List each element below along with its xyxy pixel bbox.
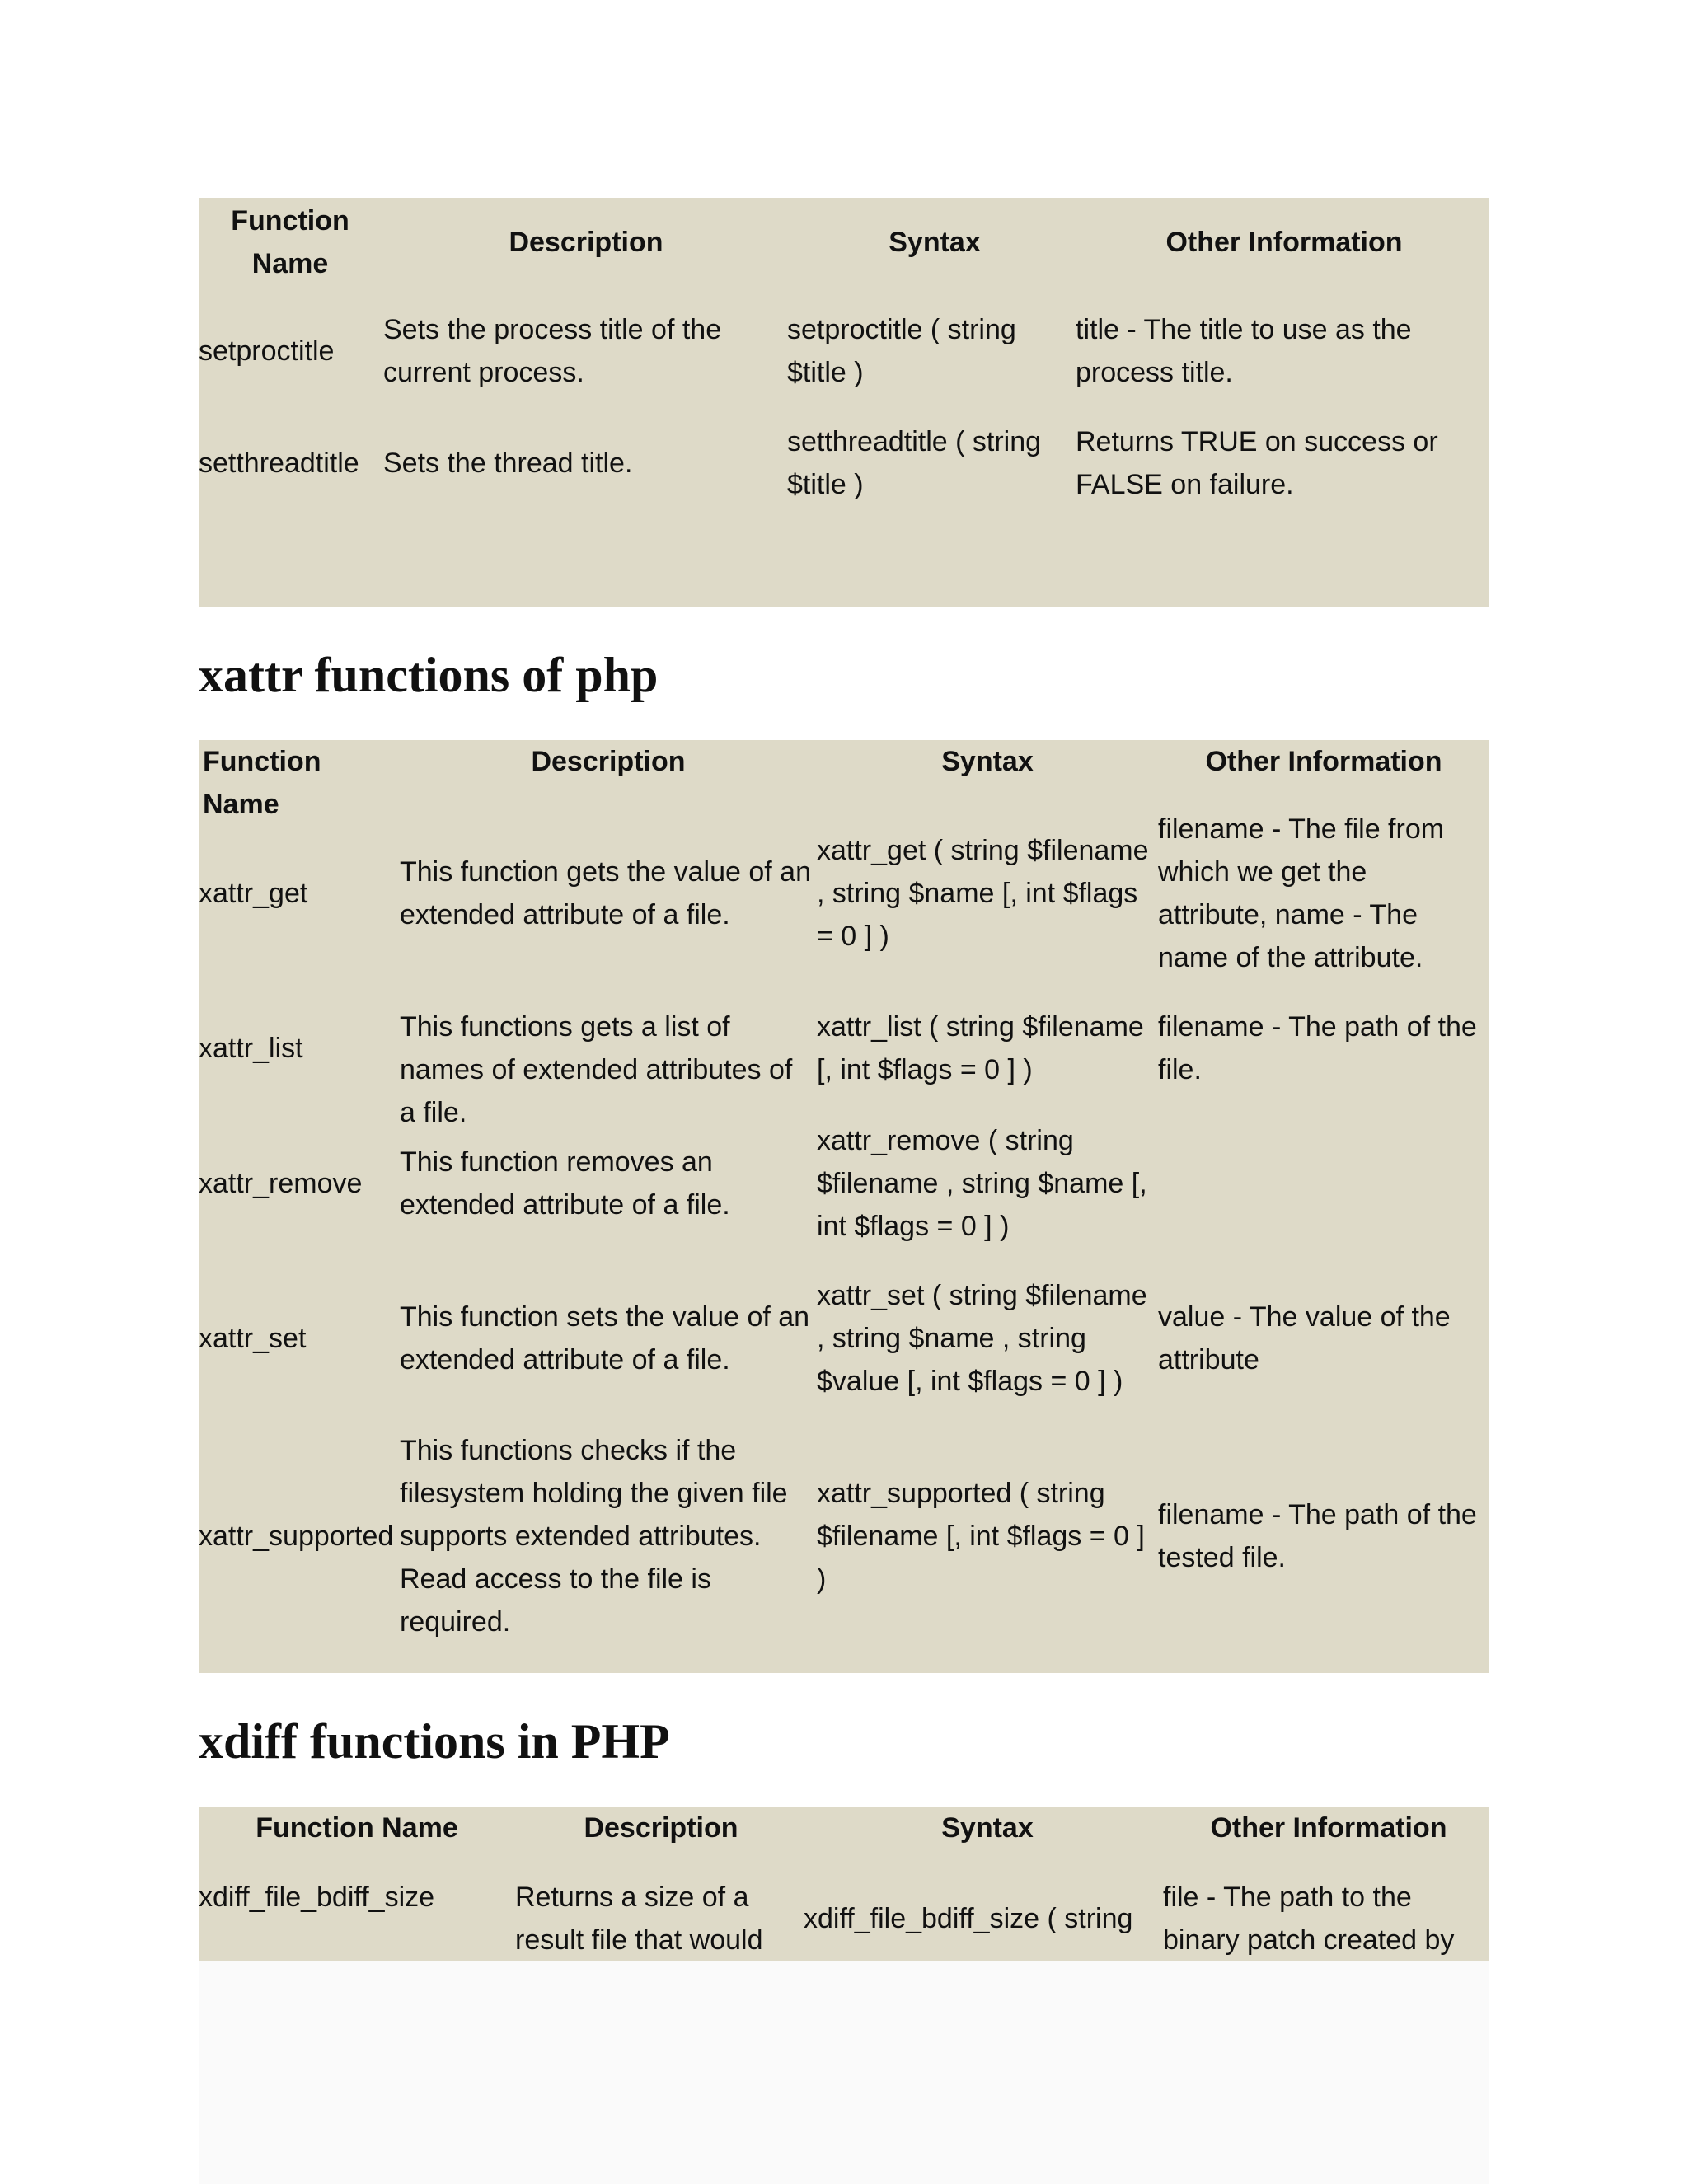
table-row-other-information: filename - The path of the tested file. (1158, 1499, 1477, 1573)
table-row-description: This function removes an extended attribute of a file. (400, 1146, 730, 1221)
section-heading-xdiff: xdiff functions in PHP (199, 1714, 670, 1769)
column-header-syntax: Syntax (941, 746, 1034, 777)
column-header-other-information: Other Information (1205, 746, 1442, 777)
column-header-description: Description (531, 746, 686, 777)
table-row-syntax: setproctitle ( string $title ) (787, 314, 1016, 388)
table-row-description: This function sets the value of an extended attribute of a file. (400, 1301, 810, 1376)
table-row-function-name: setproctitle (199, 335, 335, 367)
xattr-functions-table (199, 740, 1489, 1673)
table-row-other-information: file - The path to the binary patch created by (1163, 1882, 1455, 1956)
column-header-description: Description (584, 1812, 738, 1844)
column-header-function-name: Function Name (231, 205, 349, 279)
table-row-syntax: xattr_set ( string $filename , string $name , string $value [, int $flags = 0 ] ) (817, 1280, 1147, 1397)
column-header-other-information: Other Information (1165, 227, 1403, 258)
table-row-syntax: setthreadtitle ( string $title ) (787, 426, 1042, 500)
column-header-function-name: Function Name (256, 1812, 458, 1844)
table-row-other-information: title - The title to use as the process title. (1076, 314, 1412, 388)
table-row-function-name: setthreadtitle (199, 448, 359, 479)
table-row-syntax: xattr_list ( string $filename [, int $flags = 0 ] ) (817, 1011, 1144, 1085)
table-row-syntax: xattr_supported ( string $filename [, int $flags = 0 ] ) (817, 1478, 1145, 1595)
section-heading-xattr: xattr functions of php (199, 648, 659, 702)
column-header-syntax: Syntax (889, 227, 981, 258)
table-row-other-information: value - The value of the attribute (1158, 1301, 1451, 1376)
table-row-function-name: xattr_remove (199, 1168, 363, 1199)
table-row-description: Returns a size of a result file that would (515, 1882, 763, 1956)
table-row-other-information: Returns TRUE on success or FALSE on failure. (1076, 426, 1438, 500)
table-row-description: This function gets the value of an extended attribute of a file. (400, 856, 811, 930)
process-title-functions-table (199, 198, 1489, 607)
xdiff-functions-table (199, 1807, 1489, 1961)
table-row-other-information: filename - The path of the file. (1158, 1011, 1477, 1085)
table-row-function-name: xdiff_file_bdiff_size (199, 1882, 435, 1913)
column-header-syntax: Syntax (941, 1812, 1034, 1844)
page-continuation-area (199, 1961, 1489, 2184)
table-row-function-name: xattr_list (199, 1033, 303, 1064)
column-header-description: Description (509, 227, 663, 258)
table-row-description: Sets the process title of the current process. (383, 314, 722, 388)
table-row-syntax: xattr_get ( string $filename , string $name [, int $flags = 0 ] ) (817, 835, 1149, 952)
table-row-function-name: xattr_set (199, 1323, 307, 1354)
table-row-syntax: xdiff_file_bdiff_size ( string (804, 1903, 1133, 1934)
table-row-syntax: xattr_remove ( string $filename , string $name [, int $flags = 0 ] ) (817, 1125, 1147, 1242)
table-row-function-name: xattr_supported (199, 1521, 394, 1552)
column-header-function-name: Function Name (203, 746, 321, 820)
table-row-description: Sets the thread title. (383, 448, 633, 479)
table-row-function-name: xattr_get (199, 878, 308, 909)
column-header-other-information: Other Information (1210, 1812, 1447, 1844)
table-row-other-information: filename - The file from which we get the attribute, name - The name of the attribute. (1158, 813, 1445, 973)
table-row-description: This functions gets a list of names of extended attributes of a file. (400, 1011, 793, 1128)
table-row-description: This functions checks if the filesystem holding the given file supports extended attributes. Read access to the file is required. (400, 1435, 788, 1638)
